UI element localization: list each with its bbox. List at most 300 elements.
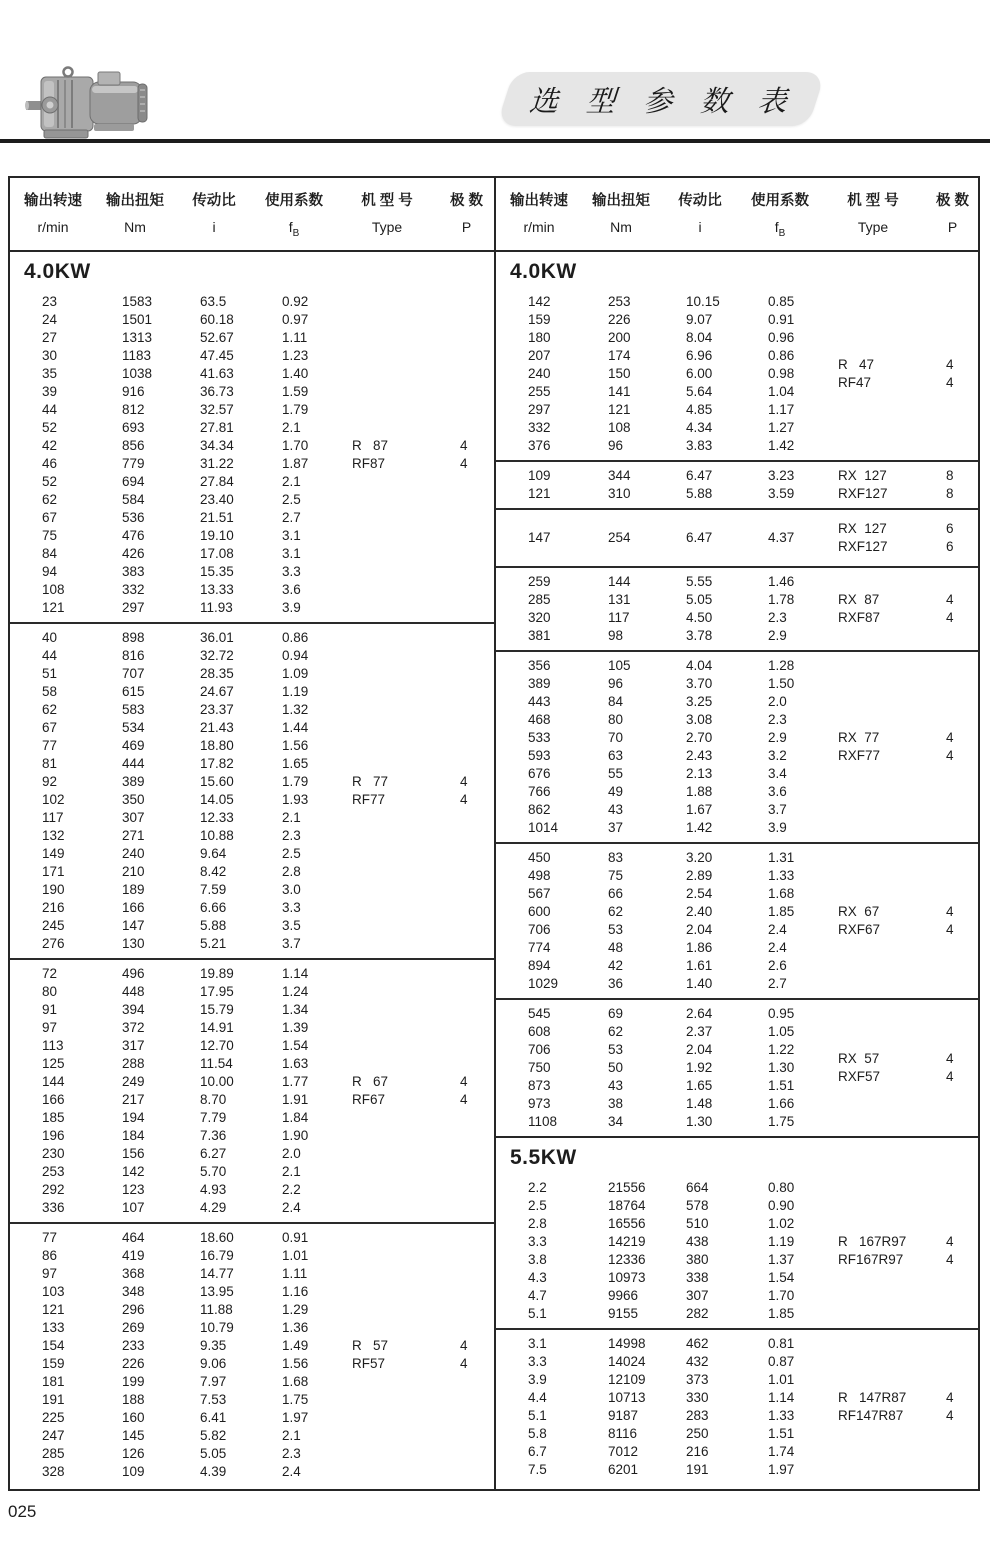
cell-torque: 188 (122, 1392, 145, 1407)
cell-poles (440, 311, 493, 329)
cell-ratio: 31.22 (200, 456, 234, 471)
cell-empty (660, 747, 740, 765)
cell-speed: 766 (528, 784, 551, 799)
cell-poles: 4 (946, 610, 954, 625)
table-body-right (496, 252, 978, 1489)
cell-empty (10, 1337, 96, 1355)
cell-poles (440, 365, 493, 383)
cell-poles (440, 1283, 493, 1301)
cell-type (820, 1023, 926, 1041)
cell-type (820, 849, 926, 867)
cell-torque: 105 (608, 658, 631, 673)
table-row (496, 783, 978, 801)
cell-factor: 1.70 (768, 1288, 795, 1303)
cell-torque: 123 (122, 1182, 145, 1197)
model-row (10, 773, 494, 791)
table-row (496, 1443, 978, 1461)
cell-type: RXF77 (838, 748, 881, 763)
cell-speed: 253 (42, 1164, 65, 1179)
cell-ratio: 13.33 (200, 582, 234, 597)
cell-empty (496, 520, 582, 538)
table-row (496, 573, 978, 591)
cell-ratio: 10.79 (200, 1320, 234, 1335)
cell-ratio: 14.05 (200, 792, 234, 807)
cell-ratio: 191 (686, 1462, 709, 1477)
cell-poles (926, 437, 979, 455)
cell-factor: 2.7 (768, 976, 787, 991)
cell-factor: 0.86 (282, 630, 309, 645)
gear-model-block (496, 842, 978, 998)
cell-empty (582, 747, 660, 765)
cell-speed: 86 (42, 1248, 58, 1263)
cell-empty (496, 1068, 582, 1086)
cell-speed: 42 (42, 438, 58, 453)
cell-type: RF67 (352, 1092, 386, 1107)
cell-factor: 4.37 (768, 530, 795, 545)
section-title: 5.5KW (510, 1146, 577, 1169)
table-row (496, 1113, 978, 1131)
cell-ratio: 3.08 (686, 712, 713, 727)
cell-torque: 53 (608, 1042, 624, 1057)
cell-speed: 44 (42, 402, 58, 417)
cell-factor: 2.0 (768, 694, 787, 709)
cell-poles (440, 1163, 493, 1181)
cell-ratio: 17.95 (200, 984, 234, 999)
cell-poles: 4 (946, 1069, 954, 1084)
cell-empty (660, 1389, 740, 1407)
cell-factor: 2.1 (282, 474, 301, 489)
cell-poles (440, 1199, 493, 1217)
cell-speed: 389 (528, 676, 551, 691)
table-row (10, 1265, 494, 1283)
header-labels-row (10, 189, 494, 210)
cell-poles (926, 1113, 979, 1131)
cell-type (820, 293, 926, 311)
cell-factor: 2.7 (282, 510, 301, 525)
cell-type (820, 1269, 926, 1287)
cell-speed: 230 (42, 1146, 65, 1161)
cell-empty (740, 1389, 820, 1407)
cell-ratio: 307 (686, 1288, 709, 1303)
table-row (496, 957, 978, 975)
cell-factor: 1.01 (282, 1248, 309, 1263)
table-row (10, 1373, 494, 1391)
cell-factor: 1.05 (768, 1024, 795, 1039)
cell-factor: 1.68 (768, 886, 795, 901)
table-row (10, 755, 494, 773)
cell-torque: 66 (608, 886, 624, 901)
table-row (496, 1371, 978, 1389)
cell-poles (926, 627, 979, 645)
cell-type (820, 1197, 926, 1215)
cell-ratio: 23.40 (200, 492, 234, 507)
cell-poles: 4 (460, 1092, 468, 1107)
cell-torque: 121 (608, 402, 631, 417)
cell-type (820, 329, 926, 347)
table-row (10, 1229, 494, 1247)
cell-factor: 0.81 (768, 1336, 795, 1351)
cell-type (820, 1443, 926, 1461)
cell-torque: 117 (608, 610, 630, 625)
cell-torque: 12109 (608, 1372, 646, 1387)
cell-empty (740, 520, 820, 538)
col-header-torque: 输出扭矩 (106, 193, 164, 210)
cell-empty (10, 773, 96, 791)
cell-factor: 1.97 (282, 1410, 309, 1425)
cell-empty (174, 791, 254, 809)
cell-speed: 84 (42, 546, 58, 561)
cell-type (334, 473, 440, 491)
cell-empty (96, 791, 174, 809)
column-headers-left (10, 178, 494, 252)
cell-type (334, 845, 440, 863)
cell-ratio: 7.79 (200, 1110, 227, 1125)
cell-type (334, 683, 440, 701)
cell-torque: 210 (122, 864, 145, 879)
cell-ratio: 32.72 (200, 648, 234, 663)
cell-torque: 10973 (608, 1270, 646, 1285)
table-row (496, 849, 978, 867)
cell-torque: 1501 (122, 312, 153, 327)
cell-speed: 81 (42, 756, 58, 771)
cell-speed: 320 (528, 610, 551, 625)
cell-poles: 4 (946, 904, 954, 919)
cell-poles: 8 (946, 468, 954, 483)
cell-factor: 1.59 (282, 384, 309, 399)
cell-empty (740, 747, 820, 765)
cell-empty (10, 437, 96, 455)
table-row (496, 1335, 978, 1353)
cell-factor: 1.33 (768, 1408, 795, 1423)
cell-poles: 4 (460, 1074, 468, 1089)
cell-poles (926, 1335, 979, 1353)
cell-torque: 96 (608, 438, 624, 453)
cell-factor: 1.40 (282, 366, 309, 381)
cell-type (820, 1425, 926, 1443)
cell-ratio: 9.06 (200, 1356, 227, 1371)
cell-torque: 448 (122, 984, 145, 999)
cell-factor: 1.49 (282, 1338, 309, 1353)
cell-ratio: 1.30 (686, 1114, 713, 1129)
cell-poles (926, 311, 979, 329)
cell-factor: 2.4 (768, 940, 787, 955)
cell-speed: 1014 (528, 820, 559, 835)
cell-speed: 147 (528, 530, 551, 545)
cell-speed: 142 (528, 294, 551, 309)
cell-poles (926, 783, 979, 801)
cell-speed: 39 (42, 384, 58, 399)
cell-ratio: 438 (686, 1234, 709, 1249)
table-row (10, 545, 494, 563)
cell-poles (926, 675, 979, 693)
cell-type (334, 917, 440, 935)
cell-type: RF87 (352, 456, 386, 471)
table-row (10, 737, 494, 755)
cell-empty (740, 485, 820, 503)
cell-speed: 276 (42, 936, 65, 951)
cell-ratio: 5.55 (686, 574, 713, 589)
cell-torque: 70 (608, 730, 624, 745)
model-labels (496, 1050, 978, 1086)
cell-poles (926, 849, 979, 867)
cell-torque: 6201 (608, 1462, 639, 1477)
cell-poles (440, 1181, 493, 1199)
cell-speed: 255 (528, 384, 551, 399)
cell-torque: 307 (122, 810, 145, 825)
table-row (10, 347, 494, 365)
cell-speed: 46 (42, 456, 58, 471)
cell-ratio: 6.00 (686, 366, 713, 381)
cell-type: RF77 (352, 792, 386, 807)
cell-type (334, 1265, 440, 1283)
cell-empty (10, 1355, 96, 1373)
model-labels (496, 591, 978, 627)
cell-factor: 1.22 (768, 1042, 795, 1057)
cell-torque: 98 (608, 628, 624, 643)
cell-ratio: 8.04 (686, 330, 713, 345)
cell-ratio: 1.40 (686, 976, 713, 991)
cell-empty (740, 609, 820, 627)
cell-poles (440, 629, 493, 647)
cell-poles (440, 935, 493, 953)
table-row (10, 1247, 494, 1265)
cell-torque: 253 (608, 294, 631, 309)
cell-factor: 1.78 (768, 592, 795, 607)
cell-poles (440, 1319, 493, 1337)
cell-torque: 1183 (122, 348, 152, 363)
model-row (10, 791, 494, 809)
cell-ratio: 5.05 (200, 1446, 227, 1461)
cell-type (334, 1463, 440, 1481)
cell-speed: 113 (42, 1038, 64, 1053)
table-row (496, 1425, 978, 1443)
cell-factor: 3.3 (282, 564, 301, 579)
cell-speed: 94 (42, 564, 58, 579)
cell-ratio: 9.64 (200, 846, 227, 861)
col-header-ratio: 传动比 (192, 193, 236, 210)
cell-torque: 9155 (608, 1306, 639, 1321)
cell-poles (440, 1391, 493, 1409)
cell-poles (926, 293, 979, 311)
cell-ratio: 28.35 (200, 666, 234, 681)
cell-torque: 394 (122, 1002, 145, 1017)
model-labels (496, 520, 978, 556)
cell-poles (440, 293, 493, 311)
cell-type (334, 1001, 440, 1019)
cell-empty (660, 729, 740, 747)
table-row (10, 1181, 494, 1199)
cell-poles (440, 863, 493, 881)
model-row (496, 729, 978, 747)
cell-type (334, 881, 440, 899)
column-headers-right (496, 178, 978, 252)
cell-ratio: 283 (686, 1408, 709, 1423)
cell-factor: 1.09 (282, 666, 309, 681)
cell-torque: 131 (608, 592, 631, 607)
gear-model-block (496, 998, 978, 1136)
cell-factor: 1.46 (768, 574, 795, 589)
cell-poles (440, 1445, 493, 1463)
cell-empty (582, 467, 660, 485)
cell-torque: 14998 (608, 1336, 646, 1351)
cell-ratio: 27.84 (200, 474, 234, 489)
cell-ratio: 3.25 (686, 694, 713, 709)
cell-speed: 285 (42, 1446, 65, 1461)
table-row (10, 365, 494, 383)
table-row (10, 383, 494, 401)
cell-poles: 4 (946, 1408, 954, 1423)
cell-speed: 159 (528, 312, 551, 327)
cell-ratio: 5.21 (200, 936, 227, 951)
cell-torque: 693 (122, 420, 145, 435)
cell-speed: 72 (42, 966, 58, 981)
cell-type (334, 701, 440, 719)
cell-ratio: 664 (686, 1180, 709, 1195)
cell-factor: 3.7 (768, 802, 787, 817)
cell-factor: 1.74 (768, 1444, 795, 1459)
cell-speed: 1029 (528, 976, 559, 991)
cell-factor: 2.3 (768, 610, 787, 625)
cell-type (334, 1283, 440, 1301)
col-header-speed: 输出转速 (24, 193, 82, 210)
cell-type (820, 401, 926, 419)
cell-torque: 18764 (608, 1198, 646, 1213)
table-row (10, 629, 494, 647)
cell-speed: 4.3 (528, 1270, 547, 1285)
cell-ratio: 13.95 (200, 1284, 234, 1299)
cell-speed: 191 (42, 1392, 65, 1407)
cell-ratio: 2.04 (686, 922, 713, 937)
cell-empty (174, 773, 254, 791)
cell-poles: 4 (946, 1234, 954, 1249)
cell-ratio: 8.42 (200, 864, 227, 879)
cell-ratio: 18.60 (200, 1230, 234, 1245)
cell-type: RF167R97 (838, 1252, 904, 1267)
cell-factor: 1.16 (282, 1284, 309, 1299)
cell-type (334, 935, 440, 953)
cell-poles (926, 711, 979, 729)
cell-factor: 1.30 (768, 1060, 795, 1075)
cell-speed: 567 (528, 886, 551, 901)
table-row (10, 1301, 494, 1319)
cell-type (334, 545, 440, 563)
cell-empty (660, 1233, 740, 1251)
cell-poles (926, 1215, 979, 1233)
cell-empty (660, 921, 740, 939)
table-row (496, 765, 978, 783)
cell-empty (740, 729, 820, 747)
gear-model-block (496, 1328, 978, 1484)
table-row (10, 1037, 494, 1055)
cell-torque: 174 (608, 348, 631, 363)
cell-empty (660, 1407, 740, 1425)
cell-ratio: 41.63 (200, 366, 234, 381)
cell-empty (740, 1068, 820, 1086)
cell-ratio: 6.27 (200, 1146, 227, 1161)
power-section (496, 252, 978, 1136)
cell-torque: 226 (608, 312, 631, 327)
cell-speed: 35 (42, 366, 58, 381)
cell-torque: 166 (122, 900, 145, 915)
cell-torque: 816 (122, 648, 145, 663)
cell-poles (926, 1443, 979, 1461)
table-row (10, 983, 494, 1001)
cell-type (820, 939, 926, 957)
cell-factor: 1.27 (768, 420, 795, 435)
cell-speed: 862 (528, 802, 551, 817)
page-title: 选 型 参 数 表 (526, 85, 804, 118)
cell-speed: 97 (42, 1020, 58, 1035)
cell-speed: 706 (528, 1042, 551, 1057)
model-row (496, 520, 978, 538)
cell-torque: 38 (608, 1096, 624, 1111)
cell-type (334, 293, 440, 311)
cell-poles (926, 765, 979, 783)
cell-type (820, 1095, 926, 1113)
cell-speed: 240 (528, 366, 551, 381)
cell-speed: 973 (528, 1096, 551, 1111)
cell-poles (926, 1005, 979, 1023)
model-row (496, 1050, 978, 1068)
col-unit-torque: Nm (610, 219, 632, 236)
cell-poles (926, 885, 979, 903)
cell-factor: 0.90 (768, 1198, 795, 1213)
cell-speed: 30 (42, 348, 58, 363)
cell-ratio: 4.29 (200, 1200, 227, 1215)
cell-empty (496, 1389, 582, 1407)
cell-poles (440, 1247, 493, 1265)
cell-factor: 0.91 (768, 312, 795, 327)
model-row (496, 921, 978, 939)
cell-empty (496, 609, 582, 627)
cell-torque: 126 (122, 1446, 145, 1461)
cell-torque: 534 (122, 720, 145, 735)
cell-factor: 0.80 (768, 1180, 795, 1195)
cell-speed: 5.1 (528, 1408, 547, 1423)
model-labels (496, 729, 978, 765)
cell-speed: 336 (42, 1200, 65, 1215)
cell-factor: 1.42 (768, 438, 795, 453)
cell-poles (440, 419, 493, 437)
cell-ratio: 4.34 (686, 420, 713, 435)
cell-torque: 96 (608, 676, 624, 691)
cell-poles: 4 (460, 456, 468, 471)
cell-poles (440, 1463, 493, 1481)
cell-poles (440, 527, 493, 545)
cell-speed: 27 (42, 330, 58, 345)
section-title: 4.0KW (24, 260, 91, 283)
cell-speed: 356 (528, 658, 551, 673)
table-row (496, 293, 978, 311)
cell-speed: 706 (528, 922, 551, 937)
cell-speed: 3.9 (528, 1372, 547, 1387)
cell-factor: 2.9 (768, 628, 787, 643)
table-row (496, 711, 978, 729)
cell-factor: 1.56 (282, 738, 309, 753)
cell-ratio: 3.70 (686, 676, 713, 691)
cell-type (334, 509, 440, 527)
header-rule (0, 139, 990, 143)
cell-empty (496, 356, 582, 374)
cell-factor: 1.70 (282, 438, 309, 453)
cell-poles: 4 (460, 774, 468, 789)
cell-ratio: 5.64 (686, 384, 713, 399)
table-row (10, 881, 494, 899)
table-row (10, 1145, 494, 1163)
cell-ratio: 9.35 (200, 1338, 227, 1353)
cell-poles: 4 (460, 792, 468, 807)
cell-ratio: 7.53 (200, 1392, 227, 1407)
